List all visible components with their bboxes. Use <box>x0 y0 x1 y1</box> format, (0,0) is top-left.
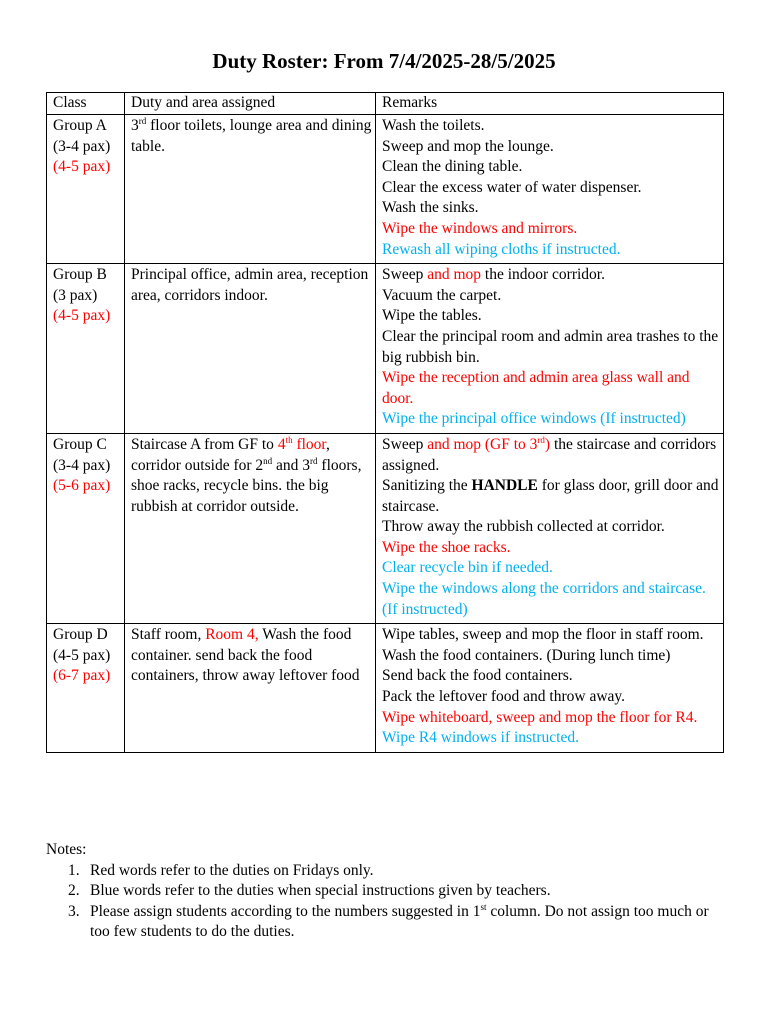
duty-text: floor toilets, lounge area and dining table. <box>131 117 372 155</box>
remark-line <box>382 435 720 476</box>
remark-line <box>382 265 720 286</box>
note-text: column. Do not assign too much or too few students to do the duties. <box>90 902 709 941</box>
remark-bold: HANDLE <box>471 477 538 495</box>
group-pax: (4-5 pax) <box>53 646 111 664</box>
remark-text: the staircase and corridors assigned. <box>382 435 717 474</box>
remark-text: the indoor corridor. <box>481 266 605 284</box>
page-title: Duty Roster: From 7/4/2025-28/5/2025 <box>212 49 556 73</box>
remark-special: Wipe R4 windows if instructed. <box>382 729 579 747</box>
group-name: Group D <box>53 626 108 644</box>
note-number: 3. <box>68 902 80 920</box>
group-friday-pax: (4-5 pax) <box>53 307 111 325</box>
remark-text: for glass door, grill door and staircase. <box>382 477 719 515</box>
remark-line: Pack the leftover food and throw away. <box>382 688 626 706</box>
group-name: Group C <box>53 435 107 453</box>
class-cell <box>47 624 125 753</box>
remarks-cell <box>376 264 724 434</box>
duty-superscript: rd <box>138 115 147 126</box>
remarks-cell <box>376 115 724 264</box>
duty-cell <box>125 264 376 434</box>
duty-cell <box>125 433 376 623</box>
note-item <box>46 881 726 902</box>
table-row-group-a <box>47 115 724 264</box>
table-row-group-b <box>47 264 724 434</box>
remark-friday: Wipe whiteboard, sweep and mop the floor for R4. <box>382 708 698 726</box>
table-header-row <box>47 93 724 115</box>
notes-section <box>46 840 726 943</box>
remark-line: Throw away the rubbish collected at corridor. <box>382 518 665 536</box>
header-remarks: Remarks <box>376 93 724 115</box>
remark-line: Clean the dining table. <box>382 158 523 176</box>
remark-line: Vacuum the carpet. <box>382 286 502 304</box>
remark-friday-inline <box>427 436 550 453</box>
duty-text: 3 <box>131 117 139 134</box>
table-row-group-d <box>47 624 724 753</box>
group-pax: (3-4 pax) <box>53 456 111 474</box>
duty-text: , corridor outside for 2 <box>131 435 330 474</box>
note-text: Blue words refer to the duties when special instructions given by teachers. <box>90 882 551 900</box>
remark-friday: Wipe the shoe racks. <box>382 538 511 556</box>
group-name: Group A <box>53 117 107 134</box>
remark-special: Clear recycle bin if needed. <box>382 559 553 577</box>
remark-friday-inline: and mop <box>427 266 482 284</box>
remark-line: Wash the sinks. <box>382 199 479 217</box>
duty-text: floor <box>292 435 326 453</box>
remark-special: Rewash all wiping cloths if instructed. <box>382 240 621 258</box>
note-text: Red words refer to the duties on Fridays only. <box>90 861 374 879</box>
duty-text: Staff room, <box>131 626 206 644</box>
remark-text: Sanitizing the <box>382 477 472 495</box>
note-item <box>46 861 726 882</box>
duty-superscript: th <box>285 434 293 445</box>
remark-text: ) <box>544 435 551 453</box>
group-pax: (3-4 pax) <box>53 137 111 155</box>
class-cell <box>47 264 125 434</box>
remark-friday: Wipe the windows and mirrors. <box>382 219 578 237</box>
group-friday-pax: (5-6 pax) <box>53 477 111 495</box>
remark-text: and mop (GF to 3 <box>427 435 538 453</box>
duty-superscript: rd <box>310 455 318 466</box>
group-friday-pax: (6-7 pax) <box>53 667 111 685</box>
remark-line: Wipe the tables. <box>382 307 482 325</box>
note-superscript: st <box>480 901 487 912</box>
duty-text: 4 <box>277 435 286 453</box>
remark-special: Wipe the principal office windows (If instructed) <box>382 410 686 428</box>
duty-text: Wash the food container. send back the food containers, throw away leftover food <box>131 626 360 685</box>
note-item <box>46 902 726 943</box>
duty-cell <box>125 624 376 753</box>
class-cell <box>47 433 125 623</box>
note-number: 2. <box>68 882 80 900</box>
table-row-group-c <box>47 433 724 623</box>
class-cell <box>47 115 125 264</box>
header-class: Class <box>47 93 125 115</box>
remark-line: Wash the food containers. (During lunch time) <box>382 646 671 664</box>
remark-line <box>382 476 720 517</box>
notes-heading: Notes: <box>46 841 87 858</box>
header-duty: Duty and area assigned <box>125 93 376 115</box>
remark-friday: Wipe the reception and admin area glass wall and door. <box>382 369 690 407</box>
duty-text: Principal office, admin area, reception area, corridors indoor. <box>131 266 369 304</box>
remark-line: Send back the food containers. <box>382 667 573 685</box>
remark-special: Wipe the windows along the corridors and staircase. (If instructed) <box>382 580 706 618</box>
notes-list <box>46 861 726 943</box>
group-pax: (3 pax) <box>53 286 98 304</box>
remarks-cell <box>376 433 724 623</box>
remark-text: Sweep <box>382 266 428 284</box>
remarks-cell <box>376 624 724 753</box>
group-friday-pax: (4-5 pax) <box>53 158 111 176</box>
note-text: Please assign students according to the numbers suggested in 1 <box>90 902 481 920</box>
duty-roster-table <box>46 92 724 753</box>
remark-line: Wipe tables, sweep and mop the floor in staff room. <box>382 626 704 644</box>
duty-cell <box>125 115 376 264</box>
duty-friday-inline: Room 4, <box>205 626 259 644</box>
remark-text: Sweep <box>382 435 428 453</box>
note-number: 1. <box>68 861 80 879</box>
group-name: Group B <box>53 266 107 284</box>
remark-line: Wash the toilets. <box>382 117 485 134</box>
remark-line: Clear the principal room and admin area trashes to the big rubbish bin. <box>382 327 719 366</box>
duty-superscript: nd <box>263 455 273 466</box>
remark-superscript: rd <box>537 434 545 445</box>
duty-text: floors, shoe racks, recycle bins. the big rubbish at corridor outside. <box>131 456 362 515</box>
duty-text: Staircase A from GF to <box>131 435 278 453</box>
remark-line: Clear the excess water of water dispenser. <box>382 178 642 196</box>
remark-line: Sweep and mop the lounge. <box>382 137 554 155</box>
duty-friday-inline <box>278 436 326 453</box>
duty-text: and 3 <box>272 456 311 474</box>
